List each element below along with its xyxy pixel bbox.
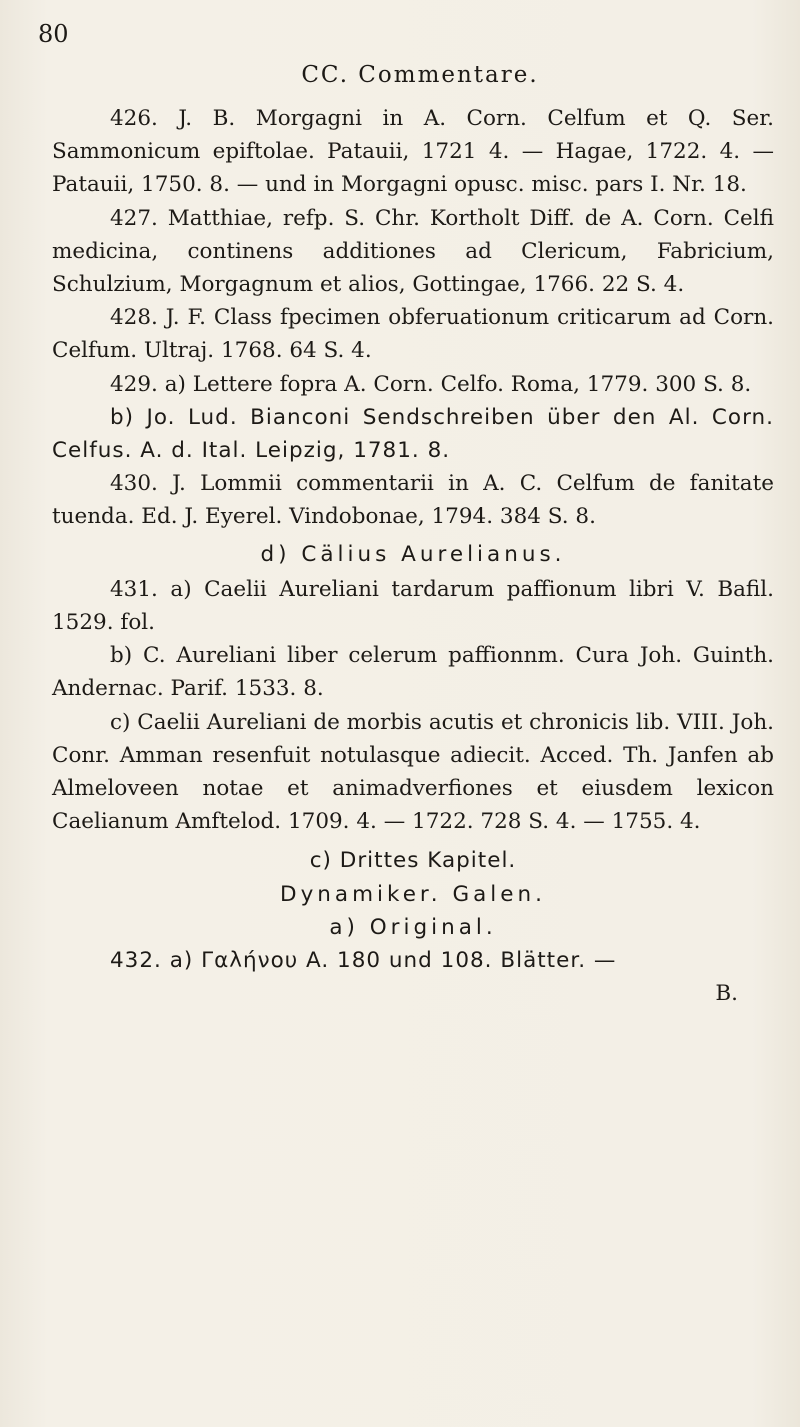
entry-428: 428. J. F. Class fpecimen obferuationum criticarum ad Corn. Celfum. Ultraj. 1768. 64 S. 4. xyxy=(52,305,774,364)
entry-431c: c) Caelii Aureliani de morbis acutis et chronicis lib. VIII. Joh. Conr. Amman resenfuit notulasque adiecit. Acced. Th. Janfen ab Almeloveen notae et animadverfiones et eiusdem lexicon Caelianum Amftelod. 1709. 4. — 1722. 728 S. 4. — 1755. 4. xyxy=(52,709,774,835)
entry-429a: 429. a) Lettere fopra A. Corn. Celfo. Roma, 1779. 300 S. 8. xyxy=(110,371,752,397)
entry-427: 427. Matthiae, refp. S. Chr. Kortholt Diff. de A. Corn. Celfi medicina, continens additiones ad Clericum, Fabricium, Schulzium, Morgagnum et alios, Gottingae, 1766. 22 S. 4. xyxy=(52,205,774,298)
chapter-title: Dynamiker. Galen. xyxy=(280,881,546,907)
running-head: CC. Commentare. xyxy=(301,62,539,88)
chapter-heading: c) Drittes Kapitel. xyxy=(309,848,517,874)
entry-432: 432. a) Γαλήνου A. 180 und 108. Blätter. — xyxy=(110,948,617,974)
entry-431b: b) C. Aureliani liber celerum paffionnm. Cura Joh. Guinth. Andernac. Parif. 1533. 8. xyxy=(52,643,774,702)
entry-430: 430. J. Lommii commentarii in A. C. Celfum de fanitate tuenda. Ed. J. Eyerel. Vindobonae, 1794. 384 S. 8. xyxy=(52,471,774,530)
entry-429b: b) Jo. Lud. Bianconi Sendschreiben über den Al. Corn. Celfus. A. d. Ital. Leipzig, 1781. 8. xyxy=(52,404,774,464)
section-heading-d: d) Cälius Aurelianus. xyxy=(260,541,566,567)
entry-431a: 431. a) Caelii Aureliani tardarum paffionum libri V. Bafil. 1529. fol. xyxy=(52,576,774,636)
subsection-heading: a) Original. xyxy=(329,914,497,940)
page-number: 80 xyxy=(38,20,69,48)
entry-426: 426. J. B. Morgagni in A. Corn. Celfum et Q. Ser. Sammonicum epiftolae. Patauii, 1721 4. — Hagae, 1722. 4. — Patauii, 1750. 8. — und in Morgagni opusc. misc. pars I. Nr. 18. xyxy=(52,106,774,198)
page-body xyxy=(52,102,774,1010)
catchword: B. xyxy=(715,981,738,1007)
